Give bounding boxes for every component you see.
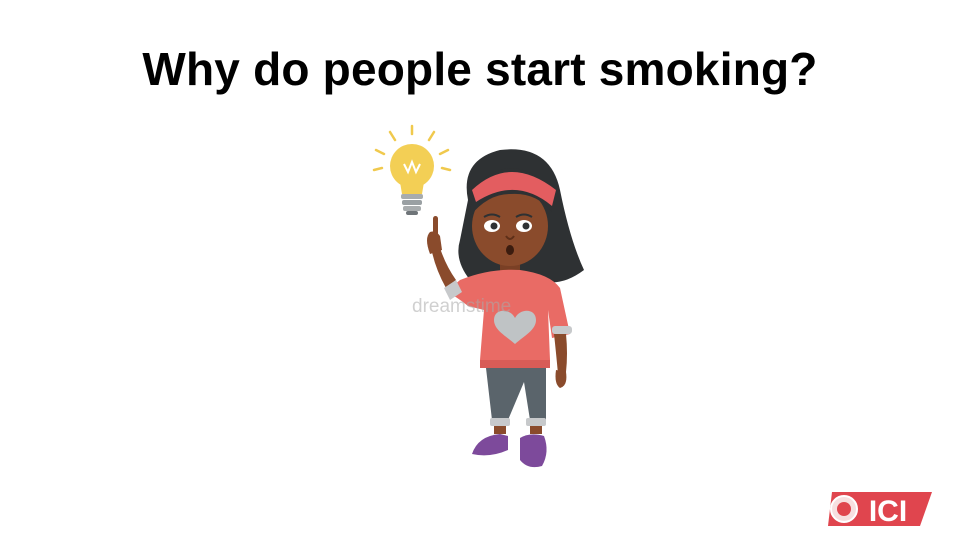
watermark: dreamstime bbox=[412, 296, 512, 317]
logo-text: ICI bbox=[868, 495, 908, 528]
pants bbox=[486, 368, 546, 420]
left-shoe bbox=[472, 434, 508, 455]
slide-title: Why do people start smoking? bbox=[142, 43, 818, 95]
light-bulb-icon bbox=[374, 126, 450, 215]
right-shoe bbox=[520, 434, 547, 467]
ici-logo bbox=[826, 488, 934, 530]
